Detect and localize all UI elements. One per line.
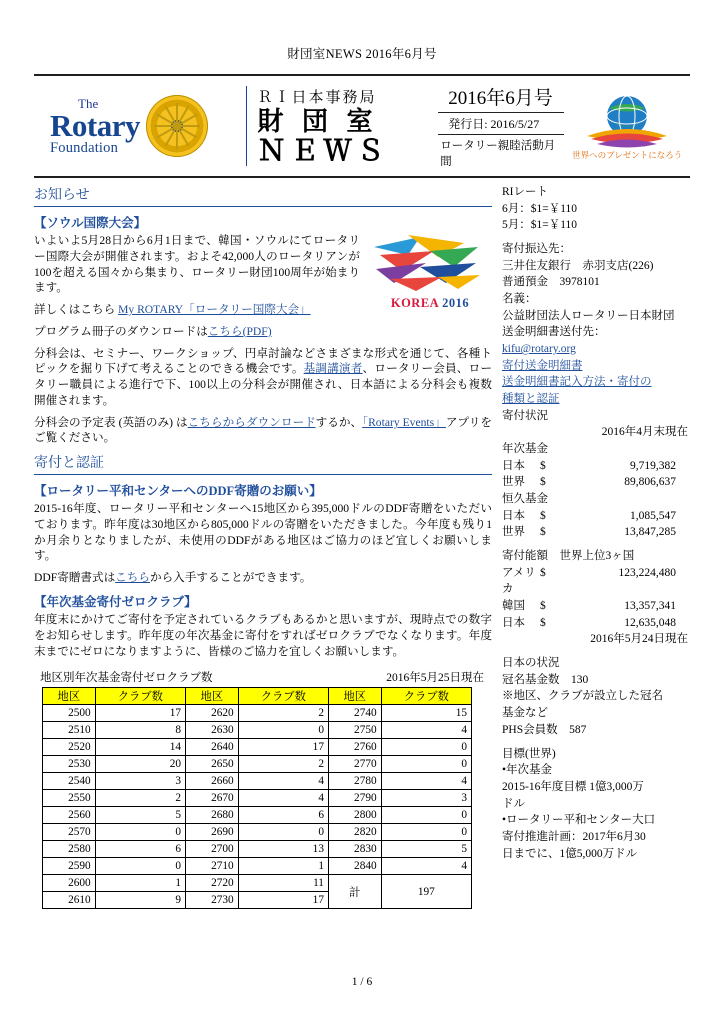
breakout-text-a: 分科会は、セミナー、ワークショップ、円卓討論などさまざまな形式を通じて、各種トピックを掘り下げて考えることのできる機会です。 xyxy=(34,346,492,376)
donation-types-link[interactable]: 種類と認証 xyxy=(502,393,560,406)
row-value: 12,635,048 xyxy=(624,616,676,629)
row-currency: $ xyxy=(540,459,546,472)
cell-district: 2710 xyxy=(185,858,238,875)
cell-clubs: 0 xyxy=(381,824,471,841)
content-columns xyxy=(34,184,690,909)
goal-line: •ロータリー平和センター大口 xyxy=(502,814,656,827)
schedule-download-link[interactable]: こちらからダウンロード xyxy=(187,415,316,429)
cell-district: 2730 xyxy=(185,892,238,909)
cell-district: 2560 xyxy=(43,807,96,824)
korea-art-svg xyxy=(368,233,488,295)
table-row xyxy=(43,841,472,858)
present-to-world-logo xyxy=(564,80,690,172)
japan-status-line: 基金など xyxy=(502,707,548,720)
capacity-row xyxy=(502,615,690,632)
cell-clubs: 4 xyxy=(381,858,471,875)
cell-district: 2690 xyxy=(185,824,238,841)
cell-clubs: 5 xyxy=(95,807,185,824)
table-header-cell: クラブ数 xyxy=(95,688,185,705)
cell-clubs: 2 xyxy=(238,756,328,773)
cell-clubs: 6 xyxy=(95,841,185,858)
my-rotary-convention-link[interactable]: My ROTARY「ロータリー国際大会」 xyxy=(118,303,311,317)
cell-clubs: 4 xyxy=(238,773,328,790)
logo-the-text: The xyxy=(78,95,99,111)
cell-district: 2500 xyxy=(43,705,96,722)
row-currency: $ xyxy=(540,616,546,629)
rotary-foundation-logo xyxy=(34,80,240,172)
table-row xyxy=(43,722,472,739)
ddf-paragraph-1: 2015-16年度、ロータリー平和センターへ15地区から395,000ドルのDDF寄贈をいただいております。昨年度は30地区から805,000ドルの寄贈をいただきました。今年度も残り1か月余りとなりましたが、未使用のDDFがある地区はご協力のほど宜しくお願いします。 xyxy=(34,502,492,563)
goal-line: 日までに、1億5,000万ドル xyxy=(502,847,638,860)
cell-clubs: 11 xyxy=(238,875,328,892)
cell-clubs: 0 xyxy=(95,858,185,875)
issue-label: 2016年6月号 xyxy=(448,88,553,109)
cell-clubs: 0 xyxy=(238,824,328,841)
cell-clubs: 8 xyxy=(95,722,185,739)
table-header-cell: クラブ数 xyxy=(238,688,328,705)
korea-2016-logo xyxy=(368,233,492,311)
permanent-fund-row xyxy=(502,524,690,541)
donation-status-title: 寄付状況 xyxy=(502,409,548,422)
korea-label xyxy=(368,296,492,311)
cell-district: 2520 xyxy=(43,739,96,756)
table-row xyxy=(43,858,472,875)
japan-status-line: ※地区、クラブが設立した冠名 xyxy=(502,690,663,703)
ri-rate-june: 6月：$1=￥110 xyxy=(502,202,578,215)
cell-district: 2510 xyxy=(43,722,96,739)
ddf-form-line xyxy=(34,570,492,586)
table-header-cell: 地区 xyxy=(43,688,96,705)
ri-rate-may: 5月：$1=￥110 xyxy=(502,219,578,232)
cell-district: 2530 xyxy=(43,756,96,773)
table-row xyxy=(43,773,472,790)
cell-district: 2770 xyxy=(328,756,381,773)
row-value: 123,224,480 xyxy=(618,566,676,579)
ddf-heading: 【ロータリー平和センターへのDDF寄贈のお願い】 xyxy=(34,484,322,499)
table-caption-row xyxy=(40,669,492,685)
japan-status-title: 日本の状況 xyxy=(502,657,560,670)
page-number: 1 / 6 xyxy=(351,976,373,988)
seoul-breakout-paragraph xyxy=(34,346,492,409)
cell-clubs: 6 xyxy=(238,807,328,824)
cell-clubs: 15 xyxy=(381,705,471,722)
cell-district: 2650 xyxy=(185,756,238,773)
row-currency: $ xyxy=(540,600,546,613)
table-row xyxy=(43,875,472,892)
goal-line: 2015-16年度目標 1億3,000万 xyxy=(502,780,644,793)
row-label: 日本 xyxy=(502,509,525,522)
row-value: 13,357,341 xyxy=(624,600,676,613)
cell-district: 2740 xyxy=(328,705,381,722)
cell-district: 2680 xyxy=(185,807,238,824)
keynote-speaker-link[interactable]: 基調講演者 xyxy=(303,362,363,376)
table-row xyxy=(43,807,472,824)
table-header-cell: 地区 xyxy=(185,688,238,705)
table-row xyxy=(43,756,472,773)
permanent-fund-row xyxy=(502,508,690,525)
ri-japan-office-label: ＲＩ日本事務局 xyxy=(257,89,377,106)
cell-clubs: 4 xyxy=(381,773,471,790)
row-currency: $ xyxy=(540,509,546,522)
zero-club-table xyxy=(42,687,472,909)
breakout-text-b: 、ロータリー会員、ロータリー職員による進行で下、100以上の分科会が開催され、日本語による分科会も複数開催されます。 xyxy=(34,362,492,407)
table-as-of: 2016年5月25日現在 xyxy=(386,672,484,685)
capacity-row xyxy=(502,598,690,615)
cell-clubs: 0 xyxy=(381,739,471,756)
row-label: 韓国 xyxy=(502,600,525,613)
ddf-form-text-b: から入手することができます。 xyxy=(149,571,312,585)
seoul-schedule-paragraph xyxy=(34,415,492,447)
remittance-detail-label: 送金明細書送付先： xyxy=(502,326,606,339)
table-caption: 地区別年次基金寄付ゼロクラブ数 xyxy=(40,672,213,685)
cell-district: 2600 xyxy=(43,875,96,892)
cell-district: 2570 xyxy=(43,824,96,841)
cell-district: 2830 xyxy=(328,841,381,858)
logo-rotary-text: Rotary xyxy=(50,107,140,143)
row-label: 世界 xyxy=(502,476,525,489)
month-theme: ロータリー親睦活動月間 xyxy=(440,140,556,168)
cell-district: 2540 xyxy=(43,773,96,790)
cell-district: 2840 xyxy=(328,858,381,875)
donation-status-asof: 2016年4月末現在 xyxy=(601,426,688,439)
goal-line: •年次基金 xyxy=(502,764,553,777)
cell-district: 2550 xyxy=(43,790,96,807)
cell-clubs: 4 xyxy=(381,722,471,739)
capacity-asof: 2016年5月24日現在 xyxy=(590,633,688,646)
row-label: 世界 xyxy=(502,526,525,539)
row-value: 9,719,382 xyxy=(630,459,676,472)
row-label: 日本 xyxy=(502,616,525,629)
rotary-wheel-icon xyxy=(146,95,208,157)
cell-district: 2580 xyxy=(43,841,96,858)
main-column xyxy=(34,184,502,909)
cell-clubs: 5 xyxy=(381,841,471,858)
cell-district: 2660 xyxy=(185,773,238,790)
globe-icon xyxy=(567,92,687,148)
goal-title: 目標(世界) xyxy=(502,747,556,760)
present-caption: 世界へのプレゼントになろう xyxy=(572,149,683,160)
table-row xyxy=(43,824,472,841)
permanent-fund-title: 恒久基金 xyxy=(502,493,548,506)
cell-district: 2590 xyxy=(43,858,96,875)
zero-club-heading: 【年次基金寄付ゼロクラブ】 xyxy=(34,595,197,610)
ddf-form-link[interactable]: こちら xyxy=(115,571,150,585)
cell-clubs: 0 xyxy=(381,756,471,773)
capacity-row xyxy=(502,565,690,598)
korea-art xyxy=(368,233,488,295)
cell-clubs: 9 xyxy=(95,892,185,909)
rotary-events-app-link[interactable]: 「Rotary Events」 xyxy=(362,415,446,429)
ddf-form-text-a: DDF寄贈書式は xyxy=(34,571,116,585)
cell-district: 2700 xyxy=(185,841,238,858)
goal-line: 寄付推進計画：2017年6月30 xyxy=(502,830,646,843)
cell-clubs: 0 xyxy=(381,807,471,824)
cell-clubs: 3 xyxy=(381,790,471,807)
cell-district: 2630 xyxy=(185,722,238,739)
table-header-cell: 地区 xyxy=(328,688,381,705)
cell-clubs: 1 xyxy=(95,875,185,892)
document-header: 財団室NEWS 2016年6月号 xyxy=(287,47,437,61)
seoul-convention-heading: 【ソウル国際大会】 xyxy=(34,216,147,230)
seoul-program-line xyxy=(34,324,492,340)
row-value: 13,847,285 xyxy=(624,526,676,539)
table-row xyxy=(43,790,472,807)
cell-total-label: 計 xyxy=(328,875,381,909)
cell-clubs: 1 xyxy=(238,858,328,875)
korea-label-text: KOREA xyxy=(390,296,439,310)
japan-status-line: 冠名基金数 130 xyxy=(502,673,589,686)
cell-clubs: 2 xyxy=(238,705,328,722)
cell-district: 2750 xyxy=(328,722,381,739)
cell-clubs: 17 xyxy=(95,705,185,722)
cell-district: 2760 xyxy=(328,739,381,756)
masthead-divider xyxy=(246,86,247,166)
row-currency: $ xyxy=(540,526,546,539)
cell-clubs: 0 xyxy=(95,824,185,841)
cell-total-value: 197 xyxy=(381,875,471,909)
zero-club-paragraph: 年度末にかけてご寄付を予定されているクラブもあるかと思いますが、現時点での数字をお知らせします。昨年度の年次基金に寄付をすればゼロクラブでなくなります。年度末までにゼロになりますように、皆様のご協力を宜しくお願いします。 xyxy=(34,613,492,658)
table-header-row xyxy=(43,688,472,705)
annual-fund-row xyxy=(502,474,690,491)
cell-clubs: 3 xyxy=(95,773,185,790)
row-value: 89,806,637 xyxy=(624,476,676,489)
row-label: アメリカ xyxy=(502,566,536,596)
newsletter-title-jp: 財 団 室 xyxy=(257,106,379,136)
seoul-program-prefix: プログラム冊子のダウンロードは xyxy=(34,324,208,338)
account-holder-label: 名義： xyxy=(502,293,537,306)
bank-name: 三井住友銀行 赤羽支店(226) xyxy=(502,259,654,272)
annual-fund-title: 年次基金 xyxy=(502,443,548,456)
schedule-text-c: アプリをご覧ください。 xyxy=(34,415,492,445)
issue-date: 発行日: 2016/5/27 xyxy=(438,112,564,135)
ri-rate-title: RIレート xyxy=(502,186,548,198)
japan-status-line: PHS会員数 587 xyxy=(502,723,587,736)
logo-foundation-text: Foundation xyxy=(50,139,119,156)
globe-svg xyxy=(567,92,687,148)
sidebar-column xyxy=(502,184,690,909)
goal-line: ドル xyxy=(502,797,525,810)
account-holder-name: 公益財団法人ロータリー日本財団 xyxy=(502,309,675,322)
masthead xyxy=(34,76,690,178)
cell-district: 2640 xyxy=(185,739,238,756)
row-currency: $ xyxy=(540,476,546,489)
cell-clubs: 0 xyxy=(238,722,328,739)
schedule-text-b: するか、 xyxy=(315,415,363,429)
masthead-title xyxy=(257,80,564,172)
table-row xyxy=(43,705,472,722)
capacity-title: 寄付能額 世界上位3ヶ国 xyxy=(502,550,635,563)
account-number: 普通預金 3978101 xyxy=(502,276,600,289)
cell-clubs: 17 xyxy=(238,739,328,756)
section-donation-title: 寄付と認証 xyxy=(34,452,492,475)
row-label: 日本 xyxy=(502,459,525,472)
cell-district: 2620 xyxy=(185,705,238,722)
korea-label-year: 2016 xyxy=(442,296,470,310)
row-value: 1,085,547 xyxy=(630,509,676,522)
remittance-howto-link[interactable]: 送金明細書記入方法・寄付の xyxy=(502,376,652,389)
cell-clubs: 14 xyxy=(95,739,185,756)
annual-fund-row xyxy=(502,458,690,475)
cell-clubs: 2 xyxy=(95,790,185,807)
cell-clubs: 20 xyxy=(95,756,185,773)
cell-district: 2670 xyxy=(185,790,238,807)
seoul-detail-prefix: 詳しくはこちら xyxy=(34,303,119,317)
section-notice-title: お知らせ xyxy=(34,184,492,207)
cell-district: 2720 xyxy=(185,875,238,892)
cell-clubs: 17 xyxy=(238,892,328,909)
cell-clubs: 13 xyxy=(238,841,328,858)
row-currency: $ xyxy=(540,566,546,579)
newsletter-title-news: ＮＥＷＳ xyxy=(257,135,390,167)
cell-clubs: 4 xyxy=(238,790,328,807)
seoul-paragraph-1: いよいよ5月28日から6月1日まで、韓国・ソウルにてロータリー国際大会が開催されます。およそ42,000人のロータリアンが100を超える国々から集まり、ロータリー財団100周年が始まります。 xyxy=(34,234,360,295)
program-pdf-link[interactable]: こちら(PDF) xyxy=(207,324,272,338)
table-row xyxy=(43,739,472,756)
cell-district: 2820 xyxy=(328,824,381,841)
schedule-text-a: 分科会の予定表 (英語のみ) は xyxy=(34,415,188,429)
cell-district: 2610 xyxy=(43,892,96,909)
cell-district: 2800 xyxy=(328,807,381,824)
cell-district: 2780 xyxy=(328,773,381,790)
remittance-form-link[interactable]: 寄付送金明細書 xyxy=(502,359,583,372)
kifu-email-link[interactable]: kifu@rotary.org xyxy=(502,343,576,356)
transfer-destination-title: 寄付振込先： xyxy=(502,243,571,256)
cell-district: 2790 xyxy=(328,790,381,807)
table-header-cell: クラブ数 xyxy=(381,688,471,705)
